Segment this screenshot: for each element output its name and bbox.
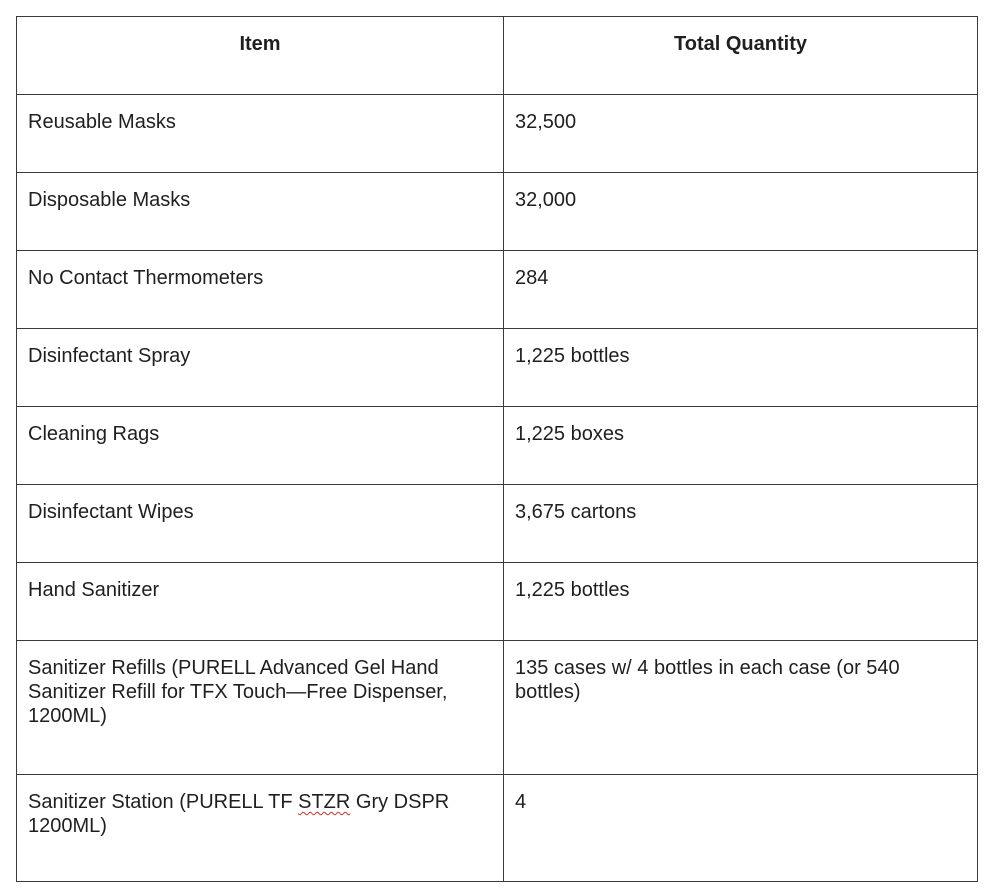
quantity-cell: 1,225 bottles — [504, 329, 978, 407]
item-cell — [17, 775, 504, 882]
quantity-cell: 32,500 — [504, 95, 978, 173]
item-cell: Disinfectant Wipes — [17, 485, 504, 563]
table-row — [17, 173, 978, 251]
item-cell: Reusable Masks — [17, 95, 504, 173]
quantity-cell: 284 — [504, 251, 978, 329]
item-text-part: Gry DSPR 1200ML) — [28, 791, 450, 837]
table-row — [17, 641, 978, 775]
header-total-quantity: Total Quantity — [504, 17, 978, 95]
item-cell: Hand Sanitizer — [17, 563, 504, 641]
table-row — [17, 329, 978, 407]
item-cell: Cleaning Rags — [17, 407, 504, 485]
header-item: Item — [17, 17, 504, 95]
table-row — [17, 563, 978, 641]
quantity-cell: 1,225 boxes — [504, 407, 978, 485]
quantity-cell: 4 — [504, 775, 978, 882]
table-row — [17, 407, 978, 485]
item-text-part: Sanitizer Station (PURELL TF — [28, 791, 299, 813]
quantity-cell: 135 cases w/ 4 bottles in each case (or 540 bottles) — [504, 641, 978, 775]
item-cell: Disinfectant Spray — [17, 329, 504, 407]
table-row — [17, 775, 978, 882]
table-row — [17, 95, 978, 173]
table-row — [17, 251, 978, 329]
item-cell: Disposable Masks — [17, 173, 504, 251]
spellcheck-flagged-word[interactable]: STZR — [298, 791, 351, 813]
quantity-cell: 1,225 bottles — [504, 563, 978, 641]
table-row — [17, 485, 978, 563]
table-header-row — [17, 17, 978, 95]
quantity-cell: 3,675 cartons — [504, 485, 978, 563]
quantity-cell: 32,000 — [504, 173, 978, 251]
quantity-table — [16, 16, 978, 882]
item-cell: Sanitizer Refills (PURELL Advanced Gel Hand Sanitizer Refill for TFX Touch—Free Dispenser, 1200ML) — [17, 641, 504, 775]
item-cell: No Contact Thermometers — [17, 251, 504, 329]
